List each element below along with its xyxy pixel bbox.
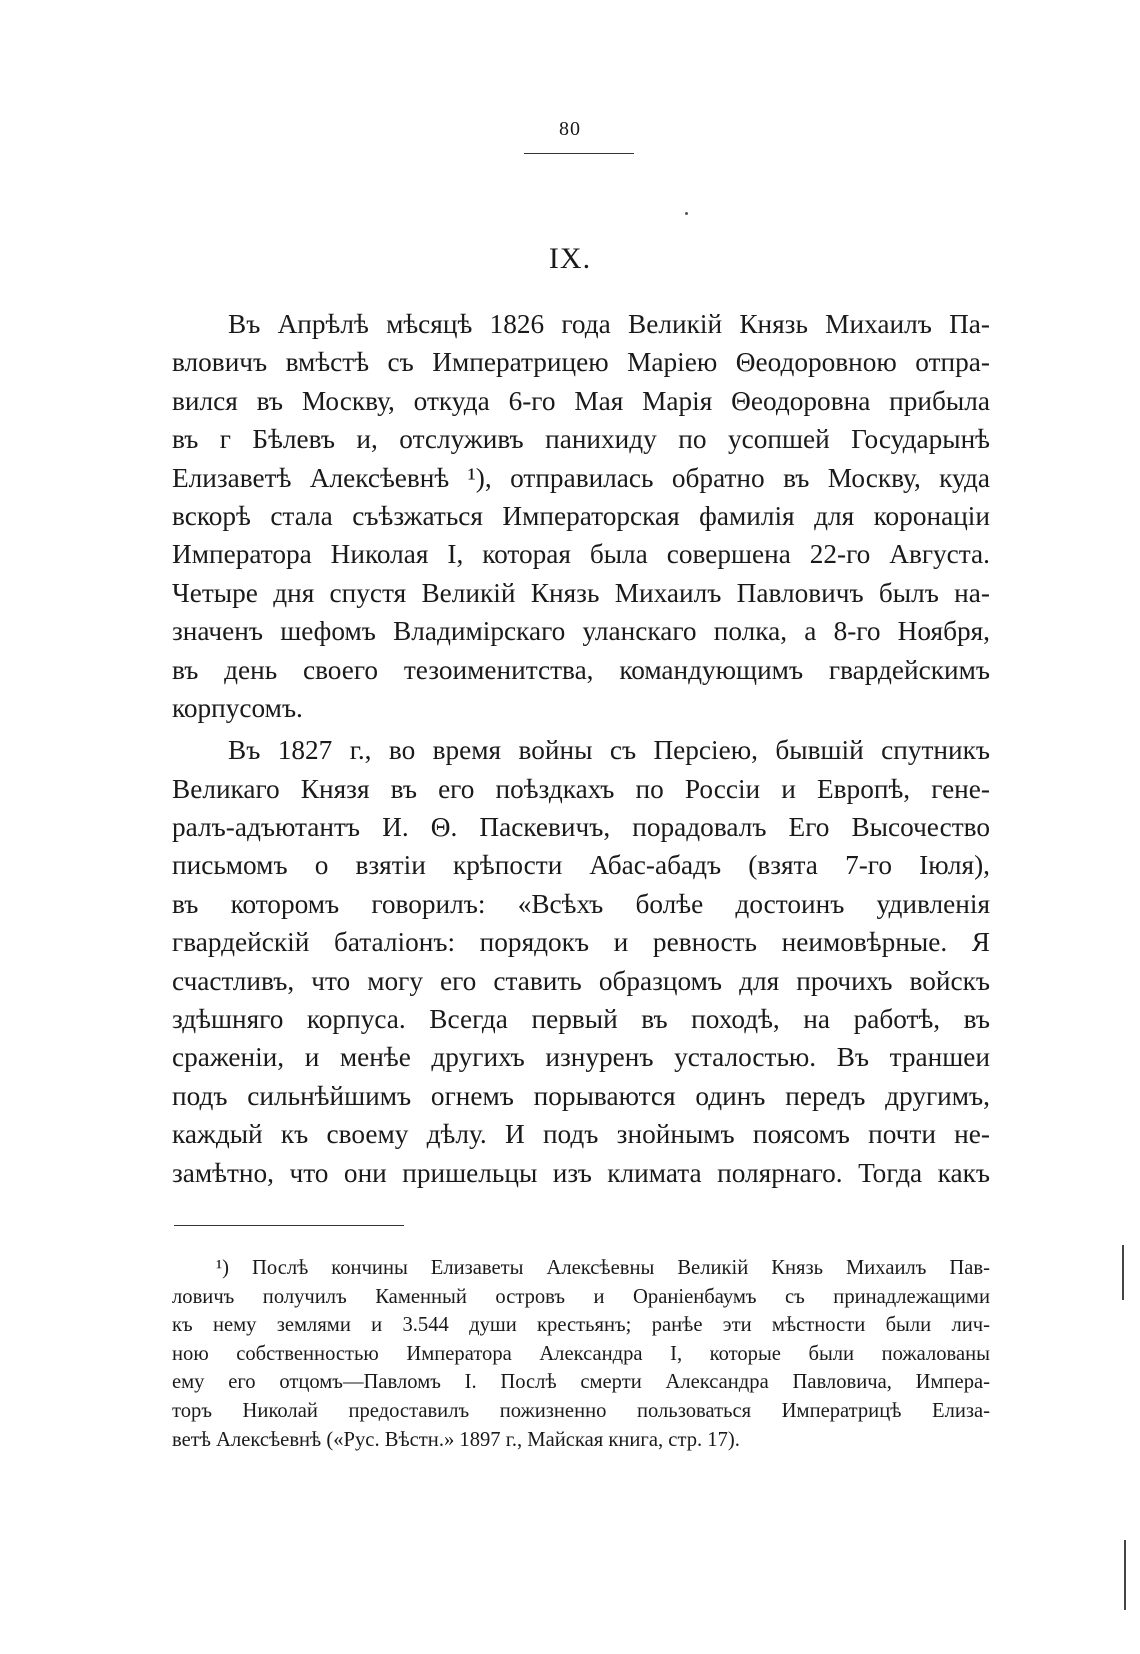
text-line: ралъ-адъютантъ И. Θ. Паскевичъ, порадовалъ Его Высочество [172, 812, 990, 843]
text-line: гвардейскій баталіонъ: порядокъ и ревность неимовѣрные. Я [172, 927, 990, 958]
footnote-line: ему его отцомъ—Павломъ I. Послѣ смерти Александра Павловича, Импера- [172, 1371, 990, 1394]
text-line: замѣтно, что они пришельцы изъ климата полярнаго. Тогда какъ [172, 1157, 990, 1188]
footnote-line: ¹) Послѣ кончины Елизаветы Алексѣевны Великій Князь Михаилъ Пав- [216, 1257, 990, 1279]
text-line: Великаго Князя въ его поѣздкахъ по Россіи и Европѣ, гене- [172, 773, 990, 804]
footnote-line: ветѣ Алексѣевнѣ («Рус. Вѣстн.» 1897 г., Майская книга, стр. 17). [172, 1428, 740, 1451]
footnote-line: къ нему землями и 3.544 души крестьянъ; ранѣе эти мѣстности были лич- [172, 1314, 990, 1337]
footnote [172, 1254, 990, 1454]
text-line: сраженіи, и менѣе другихъ изнуренъ усталостью. Въ траншеи [172, 1042, 990, 1073]
scan-edge-mark [1124, 1540, 1126, 1610]
text-line: Въ 1827 г., во время войны съ Персіею, бывшій спутникъ [228, 735, 990, 766]
text-line: Четыре дня спустя Великій Князь Михаилъ Павловичъ былъ на- [172, 577, 990, 608]
text-line: письмомъ о взятіи крѣпости Абас-абадъ (взята 7-го Іюля), [172, 850, 990, 881]
text-line: корпусомъ. [172, 692, 303, 723]
page-number-rule [524, 153, 634, 154]
footnote-rule [174, 1225, 404, 1226]
text-line: счастливъ, что могу его ставить образцомъ для прочихъ войскъ [172, 965, 990, 996]
text-line: въ день своего тезоименитства, командующимъ гвардейскимъ [172, 654, 990, 685]
paragraph-2 [172, 731, 990, 1192]
text-line: здѣшняго корпуса. Всегда первый въ походѣ, на работѣ, въ [172, 1004, 990, 1035]
text-line: вскорѣ стала съѣзжаться Императорская фамилія для коронаціи [172, 500, 990, 531]
text-line: каждый къ своему дѣлу. И подъ знойнымъ поясомъ почти не- [172, 1119, 990, 1150]
text-line: значенъ шефомъ Владимірскаго уланскаго полка, а 8-го Ноября, [172, 616, 990, 647]
paragraph-1 [172, 305, 990, 727]
text-line: Елизаветѣ Алексѣевнѣ ¹), отправилась обратно въ Москву, куда [172, 462, 990, 493]
text-line: въ г Бѣлевъ и, отслуживъ панихиду по усопшей Государынѣ [172, 424, 990, 455]
text-line: Въ Апрѣлѣ мѣсяцѣ 1826 года Великій Князь Михаилъ Па- [228, 309, 990, 339]
page-number: 80 [559, 118, 581, 140]
text-line: Императора Николая I, которая была совершена 22-го Августа. [172, 539, 990, 570]
footnote-line: ною собственностью Императора Александра I, которые были пожалованы [172, 1342, 990, 1365]
text-line: подъ сильнѣйшимъ огнемъ порываются одинъ передъ другимъ, [172, 1080, 990, 1111]
text-line: вился въ Москву, откуда 6-го Мая Марія Θеодоровна прибыла [172, 385, 990, 416]
text-line: въ которомъ говорилъ: «Всѣхъ болѣе достоинъ удивленія [172, 888, 990, 919]
main-text [172, 305, 990, 1192]
text-line: вловичъ вмѣстѣ съ Императрицею Маріею Θеодоровною отпра- [172, 347, 990, 378]
footnote-line: торъ Николай предоставилъ пожизненно пользоваться Императрицѣ Елиза- [172, 1399, 990, 1422]
scan-edge-mark [1122, 1245, 1124, 1300]
scan-speck [685, 212, 688, 215]
footnote-line: ловичъ получилъ Каменный островъ и Ораніенбаумъ съ принадлежащими [172, 1285, 990, 1308]
chapter-heading: IX. [548, 242, 592, 275]
